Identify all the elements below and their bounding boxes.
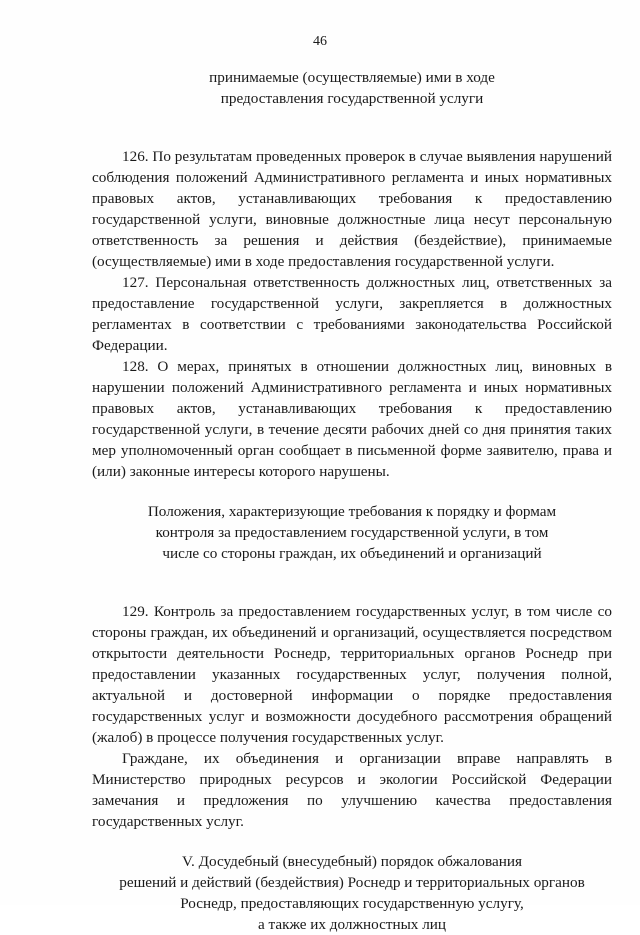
- section-heading-top: [92, 67, 612, 109]
- paragraph-citizens: Граждане, их объединения и организации вправе направлять в Министерство природных ресурсов и экологии Российской Федерации замечания и предложения по улучшению качества предоставления государственных услуг.: [92, 750, 612, 830]
- section-heading-control: [92, 501, 612, 564]
- heading-line: контроля за предоставлением государственной услуги, в том: [155, 524, 549, 541]
- paragraph-127: 127. Персональная ответственность должностных лиц, ответственных за предоставление государственной услуги, закрепляется в должностных регламентах в соответствии с требованиями законодательства Российской Федерации.: [92, 274, 612, 354]
- heading-line: V. Досудебный (внесудебный) порядок обжалования: [182, 853, 522, 870]
- page-content: [92, 67, 612, 935]
- heading-line: Роснедр, предоставляющих государственную услугу,: [180, 895, 524, 912]
- heading-line: решений и действий (бездействия) Роснедр и территориальных органов: [119, 874, 585, 891]
- paragraph-126: 126. По результатам проведенных проверок в случае выявления нарушений соблюдения положений Административного регламента и иных нормативных правовых актов, устанавливающих требования к предоставлению государственной услуги, виновные должностные лица несут персональную ответственность за решения и действия (бездействие), принимаемые (осуществляемые) ими в ходе предоставления государственной услуги.: [92, 148, 612, 270]
- heading-line: предоставления государственной услуги: [220, 90, 484, 107]
- heading-line: а также их должностных лиц: [257, 916, 447, 933]
- page-number: 46: [313, 34, 327, 49]
- paragraph-129: 129. Контроль за предоставлением государственных услуг, в том числе со стороны граждан, их объединений и организаций, осуществляется посредством открытости деятельности Роснедр, территориальных органов Роснедр при предоставлении указанных государственных услуг, получения полной, актуальной и достоверной информации о порядке предоставления государственных услуг и возможности досудебного рассмотрения обращений (жалоб) в процессе получения государственных услуг.: [92, 603, 612, 746]
- section-heading-appeal: [92, 851, 612, 935]
- heading-line: принимаемые (осуществляемые) ими в ходе: [209, 69, 495, 86]
- heading-line: числе со стороны граждан, их объединений и организаций: [162, 545, 542, 562]
- paragraph-128: 128. О мерах, принятых в отношении должностных лиц, виновных в нарушении положений Административного регламента и иных нормативных правовых актов, устанавливающих требования к предоставлению государственной услуги, в течение десяти рабочих дней со дня принятия таких мер уполномоченный орган сообщает в письменной форме заявителю, права и (или) законные интересы которого нарушены.: [92, 358, 612, 480]
- heading-line: Положения, характеризующие требования к порядку и формам: [147, 503, 557, 520]
